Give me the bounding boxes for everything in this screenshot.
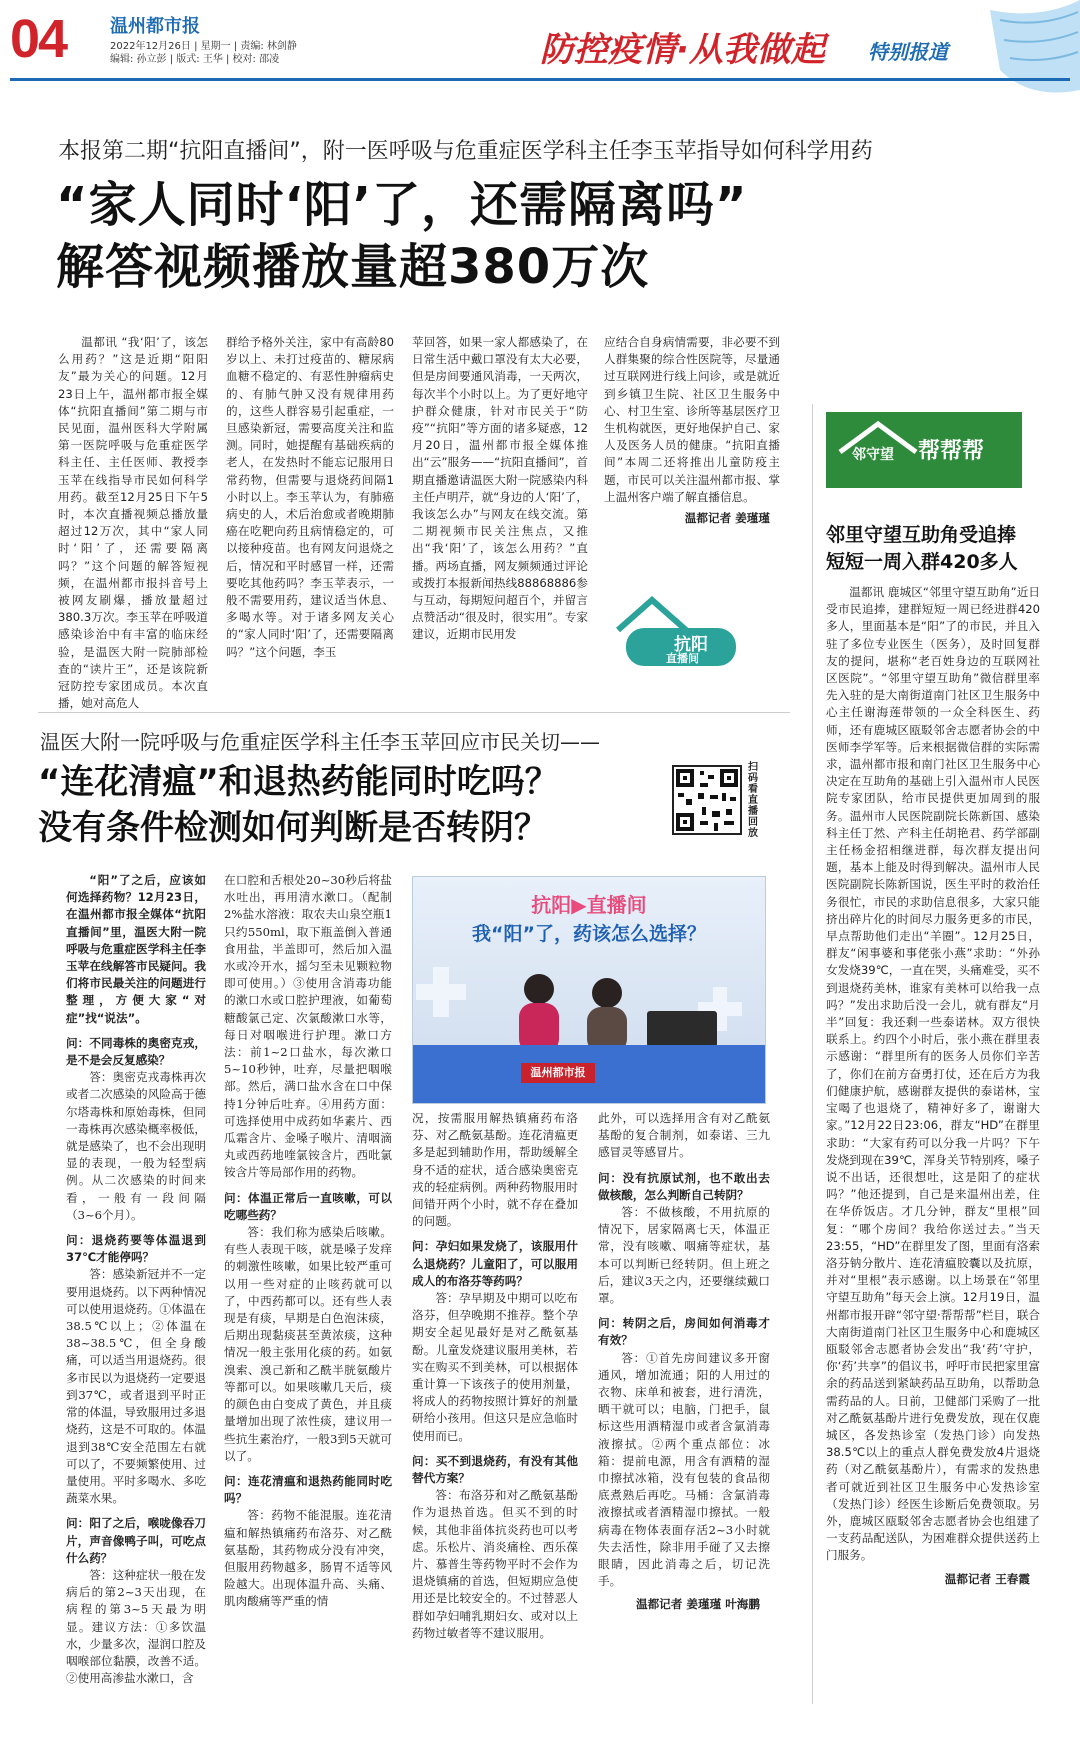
sidebar-badge-left: 邻守望 bbox=[852, 447, 894, 463]
badge-sub: 直播间 bbox=[666, 652, 699, 665]
video-screenshot[interactable] bbox=[412, 876, 766, 1104]
qa3-answer: 答：这种症状一般在发病后的第2~3天出现，在病程的第3~5天最为明显。建议方法：①多饮温水，少量多次，湿润口腔及咽喉部位黏膜，改善不适。②使用高渗盐水漱口，含 bbox=[66, 1567, 206, 1686]
article2-col4-text: 此外，可以选择用含有对乙酰氨基酚的复合制剂，如泰诺、三九感冒灵等感冒片。 bbox=[598, 1111, 770, 1160]
sidebar-byline: 温都记者 王春霞 bbox=[944, 1571, 1030, 1586]
article2-col1 bbox=[66, 872, 206, 1710]
sidebar-body bbox=[826, 584, 1040, 1704]
article2-byline: 温都记者 姜瑾瑾 叶海鹏 bbox=[635, 1597, 760, 1612]
qr-code-icon bbox=[674, 767, 740, 833]
qa9-question: 问：转阴之后，房间如何消毒才有效？ bbox=[598, 1316, 770, 1348]
qa9-answer: 答：①首先房间建议多开窗通风，增加流通；阳的人用过的衣物、床单和被套，进行清洗，晒干就可以；电脑，门把手，鼠标这些用酒精湿巾或者含氯消毒液擦拭。②两个重点部位：冰箱：提前电源，用含有酒精的湿巾擦拭冰箱，没有包装的食品彻底煮熟后再吃。马桶：含氯消毒液擦拭或者酒精湿巾擦拭。一般病毒在物体表面存活2~3小时就失去活性，除非用手碰了又去擦眼睛，因此消毒之后，切记洗手。 bbox=[598, 1350, 770, 1589]
article1-col2-text: 群给予格外关注，家中有高龄80岁以上、未打过疫苗的、糖尿病血糖不稳定的、有恶性肿瘤病史的、有肺气肿又没有规律用药的，这些人群容易引起重症，一旦感染新冠，需要高度关注和监测。同时，她提醒有基础疾病的老人，在发热时不能忘记服用日常药物，但需要与退烧药间隔1小时以上。李玉苹认为，有肺癌病史的人，术后治愈或者晚期肺癌在吃靶向药且病情稳定的，可以接种疫苗。也有网友问退烧之后，情况和平时感冒一样，还需要吃其他药吗？李玉苹表示，一般不需要用药，建议适当休息、多喝水等。对于诸多网友关心的“家人同时‘阳’了，还需要隔离吗？”这个问题，李玉 bbox=[226, 335, 394, 659]
date-line: 2022年12月26日 | 星期一 | 责编: 林剑静 bbox=[110, 41, 297, 52]
article2-title-line2: 没有条件检测如何判断是否转阴？ bbox=[38, 808, 548, 848]
article2-col3-text: 况，按需服用解热镇痛药布洛芬、对乙酰氨基酚。连花清瘟更多是起到辅助作用，帮助缓解全身不适的症状，适合感染奥密克戎的轻症病例。两种药物服用时间错开两个小时，就不存在叠加的问题。 bbox=[412, 1111, 578, 1229]
article2-title-line1: “连花清瘟”和退热药能同时吃吗？ bbox=[38, 762, 559, 802]
article1-col2 bbox=[226, 334, 394, 694]
article1-col1-text: 温都讯 “我‘阳’了，该怎么用药？”这是近期“阳阳友”最为关心的问题。12月23日上午，温州都市报全媒体“抗阳直播间”第二期与市民见面，温州医科大学附属第一医院呼吸与危重症医学科主任、主任医师、教授李玉苹在线指导市民如何科学用药。截至12月25日下午5时，本次直播视频总播放量超过12万次，其中“家人同时‘阳’了，还需要隔离吗？”这个问题的解答短视频，在温州都市报抖音号上被网友刷爆，播放量超过380.3万次。李玉苹在呼吸道感染诊治中有丰富的临床经验，是温医大附一院肺部检查的“读片王”，还是该院新冠防控专家团成员。本次直播，她对高危人 bbox=[58, 335, 208, 711]
article1-col3-text: 苹回答，如果一家人都感染了，在日常生活中戴口罩没有太大必要，但是房间要通风消毒，一天两次，每次半个小时以上。为了更好地守护群众健康，针对市民关于“防疫”“抗阳”等方面的诸多疑惑，12月20日，温州都市报全媒体推出“云”服务——“抗阳直播间”，首期直播邀请温医大附一院感染内科主任卢明芹，就“身边的人‘阳’了，我该怎么办”与网友在线交流。第二期视频市民关注焦点，又推出“我‘阳’了，该怎么用药？”直播。两场直播，网友频频通过评论或拨打本报新闻热线88868886参与互动，每期短问超百个，并留言点赞活动“很及时，很实用”。专家建议，近期市民用发 bbox=[412, 335, 588, 642]
qa2-question: 问：退烧药要等体温退到37℃才能停吗？ bbox=[66, 1233, 206, 1265]
video-subtitle: 我“阳”了，药该怎么选择？ bbox=[472, 923, 706, 945]
meta-line bbox=[110, 40, 297, 66]
article2-col2-text: 在口腔和舌根处20~30秒后将盐水吐出，再用清水漱口。（配制2%盐水溶液：取农夫山泉空瓶1只约550ml，取下瓶盖倒入普通食用盐，半盖即可，然后加入温水或冷开水，摇匀至未见颗粒物即可使用。）③使用含消毒功能的漱口水或口腔护理液，如葡萄糖酸氯己定、次氯酸漱口水等，每日对咽喉进行护理。漱口方法：前1~2口盐水，每次漱口5~10秒钟，吐弃，尽量把咽喉部。然后，满口盐水含在口中保持1分钟后吐弃。④用药方面：可选择使用中成药如华素片、西瓜霜含片、金嗓子喉片、清咽滴丸或西药地喹氯铵含片，西吡氯铵含片等局部作用的药物。 bbox=[224, 873, 392, 1180]
article1-col4 bbox=[604, 334, 780, 574]
article1-byline: 温都记者 姜瑾瑾 bbox=[684, 511, 770, 526]
staff-line: 编辑: 孙立彭 | 版式: 王华 | 校对: 邵凌 bbox=[110, 54, 280, 65]
qa6-answer: 答：孕早期及中期可以吃布洛芬，但孕晚期不推荐。整个孕期安全起见最好是对乙酰氨基酚。儿童发烧建议服用美林，若实在购买不到美林，可以根据体重计算一下该孩子的使用剂量，将成人的药物按照计算好的剂量研给小孩用。但这只是应急临时使用而已。 bbox=[412, 1291, 578, 1443]
qa3-question: 问：阳了之后，喉咙像吞刀片，声音像鸭子叫，可吃点什么药？ bbox=[66, 1516, 206, 1565]
article1-col3 bbox=[412, 334, 588, 694]
qa7-answer: 答：布洛芬和对乙酰氨基酚作为退热首选。但买不到的时候，其他非甾体抗炎药也可以考虑。乐松片、消炎痛栓、西乐葆片、慕普生等药物平时不会作为退烧镇痛的首选，但短期应急使用还是比较安全的。不过替恶人群如孕妇哺乳期妇女、或对以上药物过敏者等不建议服用。 bbox=[412, 1488, 578, 1640]
qa8-question: 问：没有抗原试剂，也不敢出去做核酸，怎么判断自己转阴？ bbox=[598, 1170, 770, 1202]
article2-top-rule bbox=[38, 712, 790, 713]
qa6-question: 问：孕妇如果发烧了，该服用什么退烧药？儿童阳了，可以服用成人的布洛芬等药吗？ bbox=[412, 1239, 578, 1288]
anti-yang-badge bbox=[612, 590, 742, 670]
qa4-answer: 答：我们称为感染后咳嗽。有些人表现干咳，就是嗓子发痒的刺激性咳嗽，如果比较严重可以用一些对症的止咳药就可以了，中西药都可以。还有些人表现是有痰，早期是白色泡沫痰，后期出现黏痰甚至黄浓痰，这种情况一般主张用化痰的药。如氨溴索、溴己新和乙酰半胱氨酸片等都可以。如果咳嗽几天后，痰的颜色由白变成了黄色，并且痰量增加出现了浓性痰，建议用一些抗生素治疗，一般3到5天就可以了。 bbox=[224, 1225, 392, 1463]
article2-col2 bbox=[224, 872, 392, 1710]
article1-kicker: 本报第二期“抗阳直播间”，附一医呼吸与危重症医学科主任李玉苹指导如何科学用药 bbox=[58, 139, 873, 164]
article1-title-line1: “家人同时‘阳’了，还需隔离吗” bbox=[56, 177, 748, 233]
qa2-answer: 答：感染新冠并不一定要用退烧药。以下两种情况可以使用退烧药。①体温在38.5℃以上；②体温在38~38.5℃，但全身酸痛，可以适当用退烧药。很多市民以为退烧药一定要退到37℃，或者退到平时正常的体温，导致服用过多退烧药，这是不可取的。体温退到38℃安全范围左右就可以了，不要频繁使用、过量使用。平时多喝水、多吃蔬菜水果。 bbox=[66, 1267, 206, 1506]
masthead bbox=[0, 0, 1080, 100]
sidebar-body-text: 温都讯 鹿城区“邻里守望互助角”近日受市民追捧，建群短短一周已经进群420多人，里面基本是“阳”了的市民，并且入驻了多位专业医生（医务），及时回复群友的提问，堪称“老百姓身边的互联网社区医院”。“邻里守望互助角”微信群里率先入驻的是大南街道南门社区卫生服务中心主任谢海莲带领的一众全科医生、药师，还有鹿城区瓯駁邻舍志愿者协会的中医师李学军等。后来根据微信群的实际需求，温州都市报和南门社区卫生服务中心决定在互助角的基础上引入温州市人民医院专家团队，给市民提供更加周到的服务。温州市人民医院副院长陈新国、感染科主任丁然、产科主任胡艳君、药学部副主任杨金招相继进群，每次群友提出问题，基本上能及时得到解决。温州市人民医院副院长陈新国说，医生平时的救治任务很忙，市民的求助信息很多，大家只能挤出碎片化的时间尽力服务更多的市民，早点帮助他们走出“羊圈”。12月25日，群友“闲事婆和事佬张小燕”求助：“外孙女发烧39℃，一直在哭，头痛难受，买不到退烧药美林，谁家有美林可以给我一点吗？”发出求助后没一会儿，就有群友“月半”回复：我还剩一些泰诺林。双方很快联系上。约四个小时后，张小燕在群里表示感谢：“群里所有的医务人员你们辛苦了，你们在前方奋勇打仗，还在后方为我们健康护航，感谢群友提供的泰诺林，宝宝喝了也退烧了，精神好多了，谢谢大家。”12月22日23:06，群友“HD”在群里求助：“大家有药可以分我一片吗？下午发烧到现在39℃，浑身关节特别疼，嗓子说不出话，还很想吐，这是阳了的症状吗？”他还提到，自己是来温州出差，住在华侨饭店。才几分钟，群友“里根”回复：“哪个房间？我给你送过去。”当天23:55，“HD”在群里发了图，里面有洛索洛芬钠分散片、连花清瘟胶囊以及抗原，并对“里根”表示感谢。以上场景在“邻里守望互助角”每天会上演。12月19日，温州都市报开辟“邻守望·帮帮帮”栏目，联合大南街道南门社区卫生服务中心和鹿城区瓯駁邻舍志愿者协会发出“我‘药’守护，你‘药’共享”的倡议书，呼吁市民把家里富余的药品送到紧缺药品互助角，以帮助急需药品的人。日前，卫健部门采购了一批对乙酰氨基酚片进行免费发放，现在仅鹿城区，各发热诊室（发热门诊）向发热38.5℃以上的重点人群免费发放4片退烧药（对乙酰氨基酚片），有需求的发热患者可就近到社区卫生服务中心发热诊室（发热门诊）经医生诊断后免费领取。另外，鹿城区瓯駁邻舍志愿者协会也组建了一支药品配送队，为困难群众提供送药上门服务。 bbox=[826, 585, 1040, 1563]
article2-lead: “阳”了之后，应该如何选择药物？12月23日，在温州都市报全媒体“抗阳直播间”里，温医大附一院呼吸与危重症医学科主任李玉苹在线解答市民疑问。我们将市民最关注的问题进行整理，方便大家“对症”找“说法”。 bbox=[66, 873, 206, 1025]
video-title: 抗阳▶直播间 bbox=[531, 893, 647, 917]
banner-title: 防控疫情·从我做起 bbox=[540, 30, 825, 70]
header-rule bbox=[10, 78, 1070, 81]
sidebar-badge bbox=[826, 412, 1022, 488]
qr-code[interactable] bbox=[672, 765, 742, 835]
sidebar-title-line2: 短短一周入群420多人 bbox=[826, 551, 1018, 573]
qa4-question: 问：体温正常后一直咳嗽，可以吃哪些药？ bbox=[224, 1190, 392, 1222]
article2-col3 bbox=[412, 1110, 578, 1710]
section-banner bbox=[540, 22, 980, 70]
qa8-answer: 答：不做核酸，不用抗原的情况下，居家隔离七天，体温正常，没有咳嗽、咽痛等症状，基本可以判断已经转阴。但上班之后，建议3天之内，还要继续戴口罩。 bbox=[598, 1205, 770, 1306]
article1-col4-text: 应结合自身病情需要，非必要不到人群集聚的综合性医院等，尽量通过互联网进行线上问诊，或是就近到乡镇卫生院、社区卫生服务中心、村卫生室、诊所等基层医疗卫生机构就医，更好地保护自己、家人及医务人员的健康。“抗阳直播间”本周二还将推出儿童防疫主题，市民可以关注温州都市报、掌上温州客户端了解直播信息。 bbox=[604, 335, 780, 504]
page-number: 04 bbox=[10, 9, 67, 69]
paper-name: 温州都市报 bbox=[110, 16, 200, 37]
article2-kicker: 温医大附一院呼吸与危重症医学科主任李玉苹回应市民关切—— bbox=[40, 730, 600, 754]
qr-label: 扫码看直播回放 bbox=[748, 762, 758, 839]
sidebar-title-line1: 邻里守望互助角受追捧 bbox=[826, 524, 1017, 546]
sidebar-badge-text: 帮帮帮 bbox=[918, 439, 985, 464]
qa1-answer: 答：奥密克戎毒株再次或者二次感染的风险高于德尔塔毒株和原始毒株，但同一毒株再次感染概率极低，就是感染了，也不会出现明显的表现，一般为轻型病例。从二次感染的时间来看，一般有一段间隔（3~6个月）。 bbox=[66, 1070, 206, 1222]
article1-col1 bbox=[58, 334, 208, 711]
article2-col4 bbox=[598, 1110, 770, 1710]
qa1-question: 问：不同毒株的奥密克戎，是不是会反复感染？ bbox=[66, 1035, 206, 1068]
banner-sub: 特别报道 bbox=[868, 40, 948, 64]
qa7-question: 问：买不到退烧药，有没有其他替代方案？ bbox=[412, 1453, 578, 1486]
video-logo: 温州都市报 bbox=[521, 1063, 595, 1083]
article1-title-line2: 解答视频播放量超380万次 bbox=[56, 239, 650, 295]
sidebar-divider bbox=[812, 404, 813, 1704]
mask-icon bbox=[970, 0, 1080, 110]
badge-label: 抗阳 bbox=[674, 635, 708, 655]
qa5-question: 问：连花清瘟和退热药能同时吃吗？ bbox=[224, 1473, 392, 1506]
qa5-answer: 答：药物不能混服。连花清瘟和解热镇痛药布洛芬、对乙酰氨基酚，其药物成分没有冲突，但服用药物越多，肠胃不适等风险越大。出现体温升高、头痛、肌肉酸痛等严重的情 bbox=[224, 1508, 392, 1609]
